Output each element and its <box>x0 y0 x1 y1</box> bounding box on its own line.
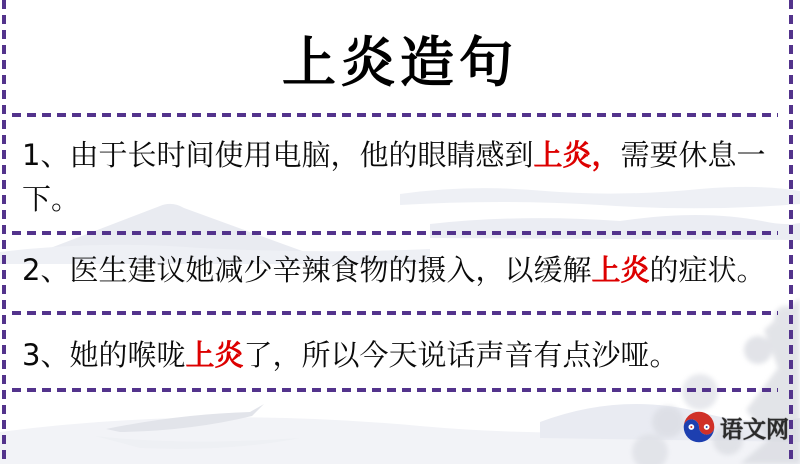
divider-below-sentence-3 <box>12 388 778 392</box>
divider-below-sentence-2 <box>12 311 778 315</box>
sentence-3-keyword: 上炎 <box>185 338 244 372</box>
sentence-3-before: 3、她的喉咙 <box>22 338 186 372</box>
sentence-2 <box>22 248 774 292</box>
logo-text: 语文网 <box>720 416 789 443</box>
sentence-2-keyword: 上炎 <box>591 253 650 287</box>
site-logo[interactable] <box>681 409 789 445</box>
divider-below-title <box>12 113 778 117</box>
page-title: 上炎造句 <box>282 31 518 94</box>
sentence-3-after: 了，所以今天说话声音有点沙哑。 <box>243 338 679 372</box>
sentence-1-before: 1、由于长时间使用电脑，他的眼睛感到 <box>22 138 534 172</box>
divider-below-sentence-1 <box>12 231 778 235</box>
sentence-1-keyword: 上炎， <box>533 138 621 172</box>
sentence-1 <box>22 133 774 221</box>
yinyang-fish-icon <box>681 409 717 445</box>
sentence-2-after: 的症状。 <box>649 253 766 287</box>
sentence-3 <box>22 333 774 377</box>
sentence-2-before: 2、医生建议她减少辛辣食物的摄入，以缓解 <box>22 253 592 287</box>
sentence-1-after: 需要休息一下。 <box>22 138 766 216</box>
